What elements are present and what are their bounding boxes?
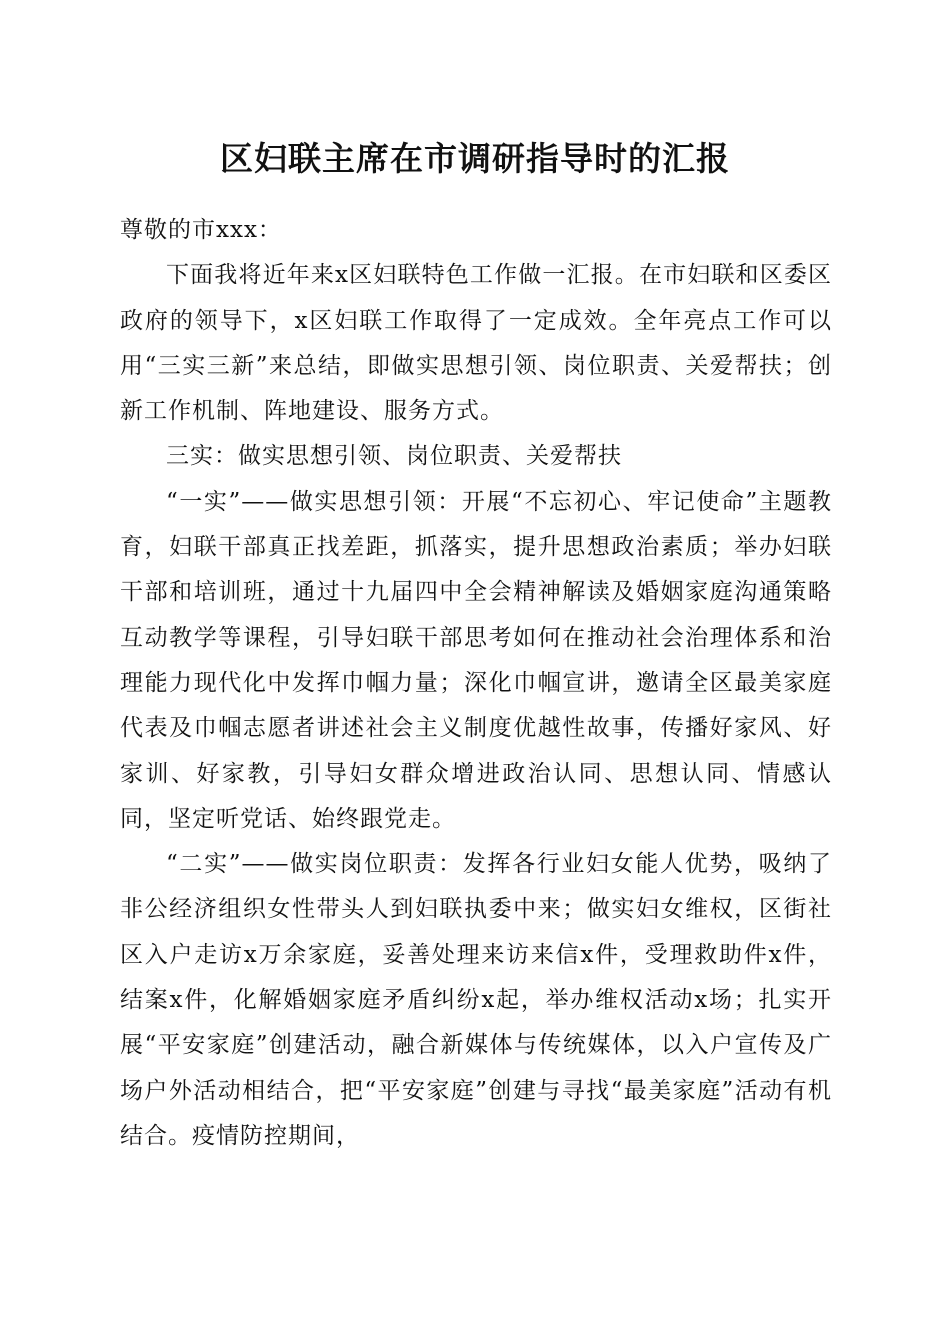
paragraph-second-point: “二实”——做实岗位职责：发挥各行业妇女能人优势，吸纳了非公经济组织女性带头人到妇联执委中来；做实妇女维权，区街社区入户走访x万余家庭，妥善处理来访来信x件，受理救助件x件，结案x件，化解婚姻家庭矛盾纠纷x起，举办维权活动x场；扎实开展“平安家庭”创建活动，融合新媒体与传统媒体，以入户宣传及广场户外活动相结合，把“平安家庭”创建与寻找“最美家庭”活动有机结合。疫情防控期间， [120, 851, 832, 1149]
section-heading: 三实：做实思想引领、岗位职责、关爱帮扶 [166, 443, 622, 470]
document-body [120, 208, 832, 1159]
document-title: 区妇联主席在市调研指导时的汇报 [220, 139, 730, 178]
paragraph-first-point: “一实”——做实思想引领：开展“不忘初心、牢记使命”主题教育，妇联干部真正找差距，抓落实，提升思想政治素质；举办妇联干部和培训班，通过十九届四中全会精神解读及婚姻家庭沟通策略互动教学等课程，引导妇联干部思考如何在推动社会治理体系和治理能力现代化中发挥巾帼力量；深化巾帼宣讲，邀请全区最美家庭代表及巾帼志愿者讲述社会主义制度优越性故事，传播好家风、好家训、好家教，引导妇女群众增进政治认同、思想认同、情感认同，坚定听党话、始终跟党走。 [120, 488, 832, 832]
salutation: 尊敬的市xxx： [120, 217, 282, 243]
paragraph-intro: 下面我将近年来x区妇联特色工作做一汇报。在市妇联和区委区政府的领导下，x区妇联工作取得了一定成效。全年亮点工作可以用“三实三新”来总结，即做实思想引领、岗位职责、关爱帮扶；创新工作机制、阵地建设、服务方式。 [120, 262, 832, 425]
